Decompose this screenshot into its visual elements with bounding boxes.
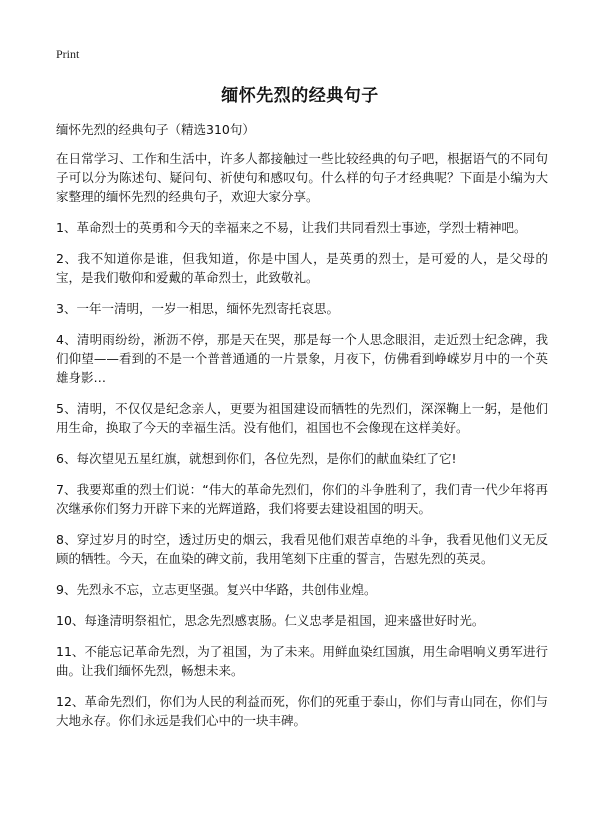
article-subtitle: 缅怀先烈的经典句子（精选310句）	[56, 122, 255, 137]
quote-item-4: 4、清明雨纷纷，淅沥不停，那是天在哭，那是每一个人思念眼泪，走近烈士纪念碑，我们仰望——看到的不是一个普普通通的一片景象，月夜下，仿佛看到峥嵘岁月中的一个英雄身影…	[56, 332, 548, 385]
quote-item-2: 2、我不知道你是谁，但我知道，你是中国人，是英勇的烈士，是可爱的人，是父母的宝，是我们敬仰和爱戴的革命烈士，此致敬礼。	[56, 251, 548, 285]
intro-paragraph: 在日常学习、工作和生活中，许多人都接触过一些比较经典的句子吧，根据语气的不同句子可以分为陈述句、疑问句、祈使句和感叹句。什么样的句子才经典呢？下面是小编为大家整理的缅怀先烈的经典句子，欢迎大家分享。	[56, 151, 548, 204]
page-title: 缅怀先烈的经典句子	[221, 86, 379, 106]
quote-item-10: 10、每逢清明祭祖忙，思念先烈感衷肠。仁义忠孝是祖国，迎来盛世好时光。	[56, 613, 485, 628]
quote-item-6: 6、每次望见五星红旗，就想到你们，各位先烈，是你们的献血染红了它!	[56, 451, 457, 466]
quote-item-7: 7、我要郑重的烈士们说：“伟大的革命先烈们，你们的斗争胜利了，我们青一代少年将再次继承你们努力开辟下来的光辉道路，我们将要去建设祖国的明天。	[56, 482, 548, 516]
article-body	[56, 149, 548, 742]
quote-item-3: 3、一年一清明，一岁一相思，缅怀先烈寄托哀思。	[56, 301, 339, 316]
quote-item-9: 9、先烈永不忘，立志更坚强。复兴中华路，共创伟业煌。	[56, 582, 377, 597]
quote-item-5: 5、清明，不仅仅是纪念亲人，更要为祖国建设而牺牲的先烈们，深深鞠上一躬，是他们用生命，换取了今天的幸福生活。没有他们，祖国也不会像现在这样美好。	[56, 401, 548, 435]
quote-item-11: 11、不能忘记革命先烈，为了祖国，为了未来。用鲜血染红国旗，用生命唱响义勇军进行曲。让我们缅怀先烈，畅想未来。	[56, 644, 548, 678]
quote-item-8: 8、穿过岁月的时空，透过历史的烟云，我看见他们艰苦卓绝的斗争，我看见他们义无反顾的牺牲。今天，在血染的碑文前，我用笔刻下庄重的誓言，告慰先烈的英灵。	[56, 532, 548, 566]
quote-item-1: 1、革命烈士的英勇和今天的幸福来之不易，让我们共同看烈士事迹，学烈士精神吧。	[56, 220, 527, 235]
quote-item-12: 12、革命先烈们，你们为人民的利益而死，你们的死重于泰山，你们与青山同在，你们与大地永存。你们永远是我们心中的一块丰碑。	[56, 694, 548, 728]
print-link[interactable]: Print	[56, 47, 80, 61]
